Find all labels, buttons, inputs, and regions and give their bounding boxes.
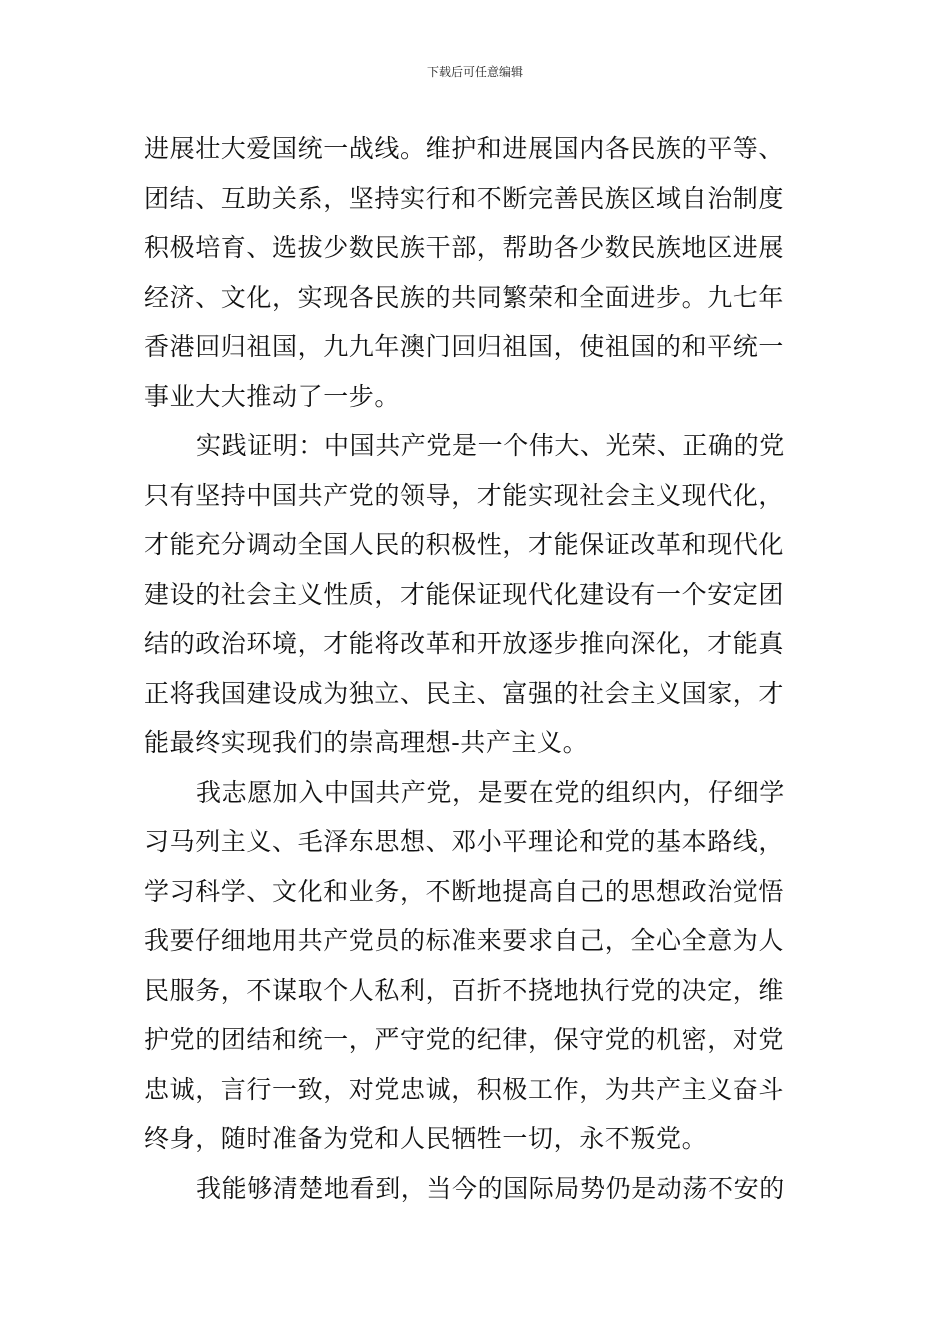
- text-line: 香港回归祖国，九九年澳门回归祖国，使祖国的和平统一: [144, 332, 785, 361]
- text-line: 团结、互助关系，坚持实行和不断完善民族区域自治制度: [144, 183, 785, 213]
- text-line: 正将我国建设成为独立、民主、富强的社会主义国家，才: [144, 678, 785, 708]
- paragraph-start-line: 我志愿加入中国共产党，是要在党的组织内，仔细学: [196, 777, 785, 807]
- text-line: 我要仔细地用共产党员的标准来要求自己，全心全意为人: [144, 926, 785, 955]
- text-line: 建设的社会主义性质，才能保证现代化建设有一个安定团: [144, 579, 785, 609]
- text-line: 习马列主义、毛泽东思想、邓小平理论和党的基本路线，: [144, 827, 785, 856]
- text-line: 结的政治环境，才能将改革和开放逐步推向深化，才能真: [144, 629, 785, 658]
- text-line: 事业大大推动了一步。: [144, 381, 401, 411]
- paragraph-start-line: 我能够清楚地看到，当今的国际局势仍是动荡不安的: [196, 1173, 785, 1203]
- text-line: 只有坚持中国共产党的领导，才能实现社会主义现代化，: [144, 480, 785, 510]
- text-line: 能最终实现我们的崇高理想-共产主义。: [144, 728, 589, 757]
- text-line: 忠诚，言行一致，对党忠诚，积极工作，为共产主义奋斗: [144, 1074, 785, 1104]
- text-line: 终身，随时准备为党和人民牺牲一切，永不叛党。: [144, 1124, 708, 1153]
- paragraph-start-line: 实践证明：中国共产党是一个伟大、光荣、正确的党: [196, 431, 785, 460]
- text-line: 经济、文化，实现各民族的共同繁荣和全面进步。九七年: [144, 282, 785, 312]
- text-line: 积极培育、选拔少数民族干部，帮助各少数民族地区进展: [144, 233, 785, 262]
- text-line: 进展壮大爱国统一战线。维护和进展国内各民族的平等、: [144, 134, 785, 163]
- text-line: 护党的团结和统一，严守党的纪律，保守党的机密，对党: [144, 1025, 785, 1054]
- text-line: 学习科学、文化和业务，不断地提高自己的思想政治觉悟: [144, 876, 785, 906]
- text-line: 才能充分调动全国人民的积极性，才能保证改革和现代化: [144, 530, 785, 559]
- text-line: 民服务，不谋取个人私利，百折不挠地执行党的决定，维: [144, 975, 785, 1005]
- page-header: 下载后可任意编辑: [426, 65, 523, 79]
- document-body: [144, 124, 834, 1213]
